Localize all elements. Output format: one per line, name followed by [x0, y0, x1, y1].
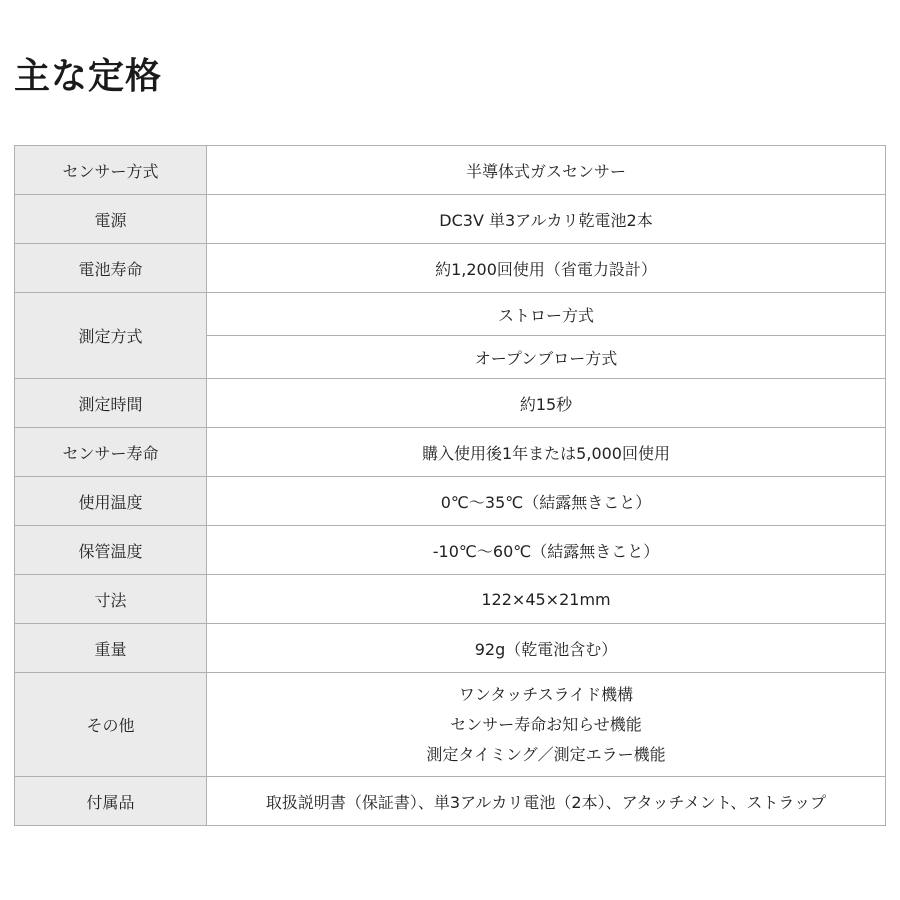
spec-value: DC3V 単3アルカリ乾電池2本	[207, 195, 886, 244]
spec-label: 測定時間	[15, 379, 207, 428]
spec-row-sensor-method	[15, 146, 886, 195]
spec-value-line: ワンタッチスライド機構	[458, 684, 634, 704]
spec-value: 92g（乾電池含む）	[207, 624, 886, 673]
spec-row-power	[15, 195, 886, 244]
spec-label: 電源	[15, 195, 207, 244]
spec-label: 使用温度	[15, 477, 207, 526]
spec-label: 測定方式	[15, 293, 207, 379]
spec-row-operating-temp	[15, 477, 886, 526]
spec-label: 電池寿命	[15, 244, 207, 293]
spec-value: 約15秒	[207, 379, 886, 428]
page-title: 主な定格	[14, 56, 163, 97]
spec-label: 寸法	[15, 575, 207, 624]
spec-label: 保管温度	[15, 526, 207, 575]
spec-value: ストロー方式	[207, 293, 886, 336]
spec-value: 122×45×21mm	[207, 575, 886, 624]
spec-row-measure-method	[15, 293, 886, 336]
spec-table	[14, 145, 886, 826]
spec-value: 取扱説明書（保証書）、単3アルカリ電池（2本）、アタッチメント、ストラップ	[207, 777, 886, 826]
spec-label: 重量	[15, 624, 207, 673]
spec-label: その他	[15, 673, 207, 777]
spec-row-other	[15, 673, 886, 777]
spec-value-line: 測定タイミング／測定エラー機能	[426, 744, 666, 764]
spec-label: 付属品	[15, 777, 207, 826]
spec-value: オープンブロー方式	[207, 336, 886, 379]
spec-row-measure-time	[15, 379, 886, 428]
spec-row-storage-temp	[15, 526, 886, 575]
spec-label: センサー寿命	[15, 428, 207, 477]
spec-row-sensor-life	[15, 428, 886, 477]
spec-label: センサー方式	[15, 146, 207, 195]
spec-value: -10℃〜60℃（結露無きこと）	[207, 526, 886, 575]
spec-value: 購入使用後1年または5,000回使用	[207, 428, 886, 477]
spec-value: 半導体式ガスセンサー	[207, 146, 886, 195]
spec-value: 0℃〜35℃（結露無きこと）	[207, 477, 886, 526]
spec-value-line: センサー寿命お知らせ機能	[450, 714, 642, 734]
spec-row-accessories	[15, 777, 886, 826]
spec-row-weight	[15, 624, 886, 673]
spec-row-dimensions	[15, 575, 886, 624]
spec-value	[207, 673, 886, 777]
spec-value: 約1,200回使用（省電力設計）	[207, 244, 886, 293]
spec-row-battery-life	[15, 244, 886, 293]
